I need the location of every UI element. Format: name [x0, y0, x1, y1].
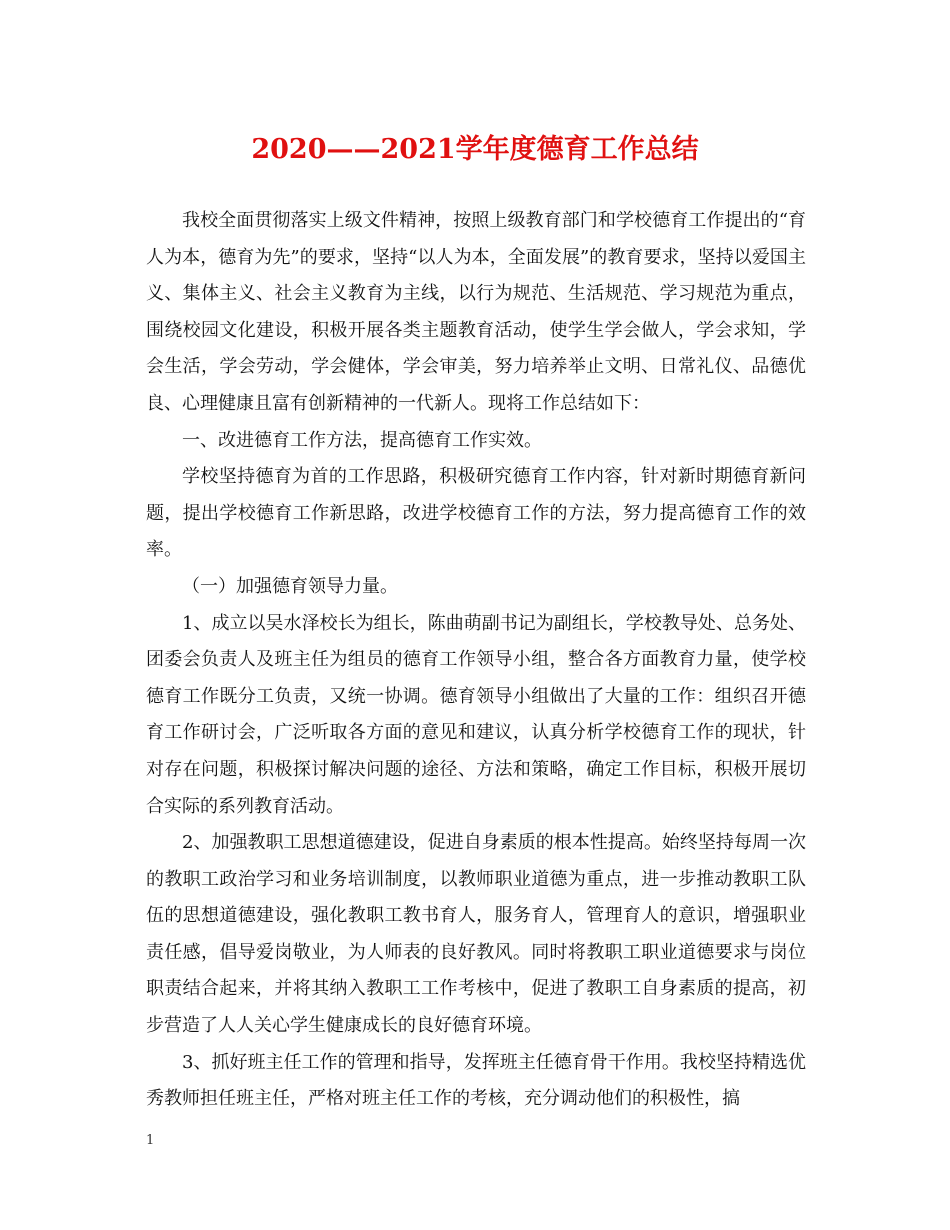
paragraph-item-3: 3、抓好班主任工作的管理和指导，发挥班主任德育骨干作用。我校坚持精选优秀教师担任班主任，严格对班主任工作的考核，充分调动他们的积极性，搞 — [146, 1051, 806, 1110]
paragraph-intro: 我校全面贯彻落实上级文件精神，按照上级教育部门和学校德育工作提出的“育人为本，德育为先”的要求，坚持“以人为本，全面发展”的教育要求，坚持以爱国主义、集体主义、社会主义教育为主线，以行为规范、生活规范、学习规范为重点，围绕校园文化建设，积极开展各类主题教育活动，使学生学会做人，学会求知，学会生活，学会劳动，学会健体，学会审美，努力培养举止文明、日常礼仪、品德优良、心理健康且富有创新精神的一代新人。现将工作总结如下： — [146, 210, 806, 414]
section-heading-1: 一、改进德育工作方法，提高德育工作实效。 — [182, 429, 542, 451]
document-title: 2020——2021学年度德育工作总结 — [251, 134, 699, 165]
paragraph-section-1: 学校坚持德育为首的工作思路，积极研究德育工作内容，针对新时期德育新问题，提出学校德育工作新思路，改进学校德育工作的方法，努力提高德育工作的效率。 — [146, 466, 806, 561]
subsection-heading-1: （一）加强德育领导力量。 — [182, 575, 398, 597]
page-number: 1 — [146, 1133, 155, 1148]
paragraph-item-2: 2、加强教职工思想道德建设，促进自身素质的根本性提高。始终坚持每周一次的教职工政治学习和业务培训制度，以教师职业道德为重点，进一步推动教职工队伍的思想道德建设，强化教职工教书育人，服务育人，管理育人的意识，增强职业责任感，倡导爱岗敬业，为人师表的良好教风。同时将教职工职业道德要求与岗位职责结合起来，并将其纳入教职工工作考核中，促进了教职工自身素质的提高，初步营造了人人关心学生健康成长的良好德育环境。 — [146, 832, 806, 1037]
paragraph-item-1: 1、成立以吴水泽校长为组长，陈曲萌副书记为副组长，学校教导处、总务处、团委会负责人及班主任为组员的德育工作领导小组，整合各方面教育力量，使学校德育工作既分工负责，又统一协调。德育领导小组做出了大量的工作：组织召开德育工作研讨会，广泛听取各方面的意见和建议，认真分析学校德育工作的现状，针对存在问题，积极探讨解决问题的途径、方法和策略，确定工作目标，积极开展切合实际的系列教育活动。 — [146, 612, 806, 817]
document-body — [146, 203, 806, 1118]
